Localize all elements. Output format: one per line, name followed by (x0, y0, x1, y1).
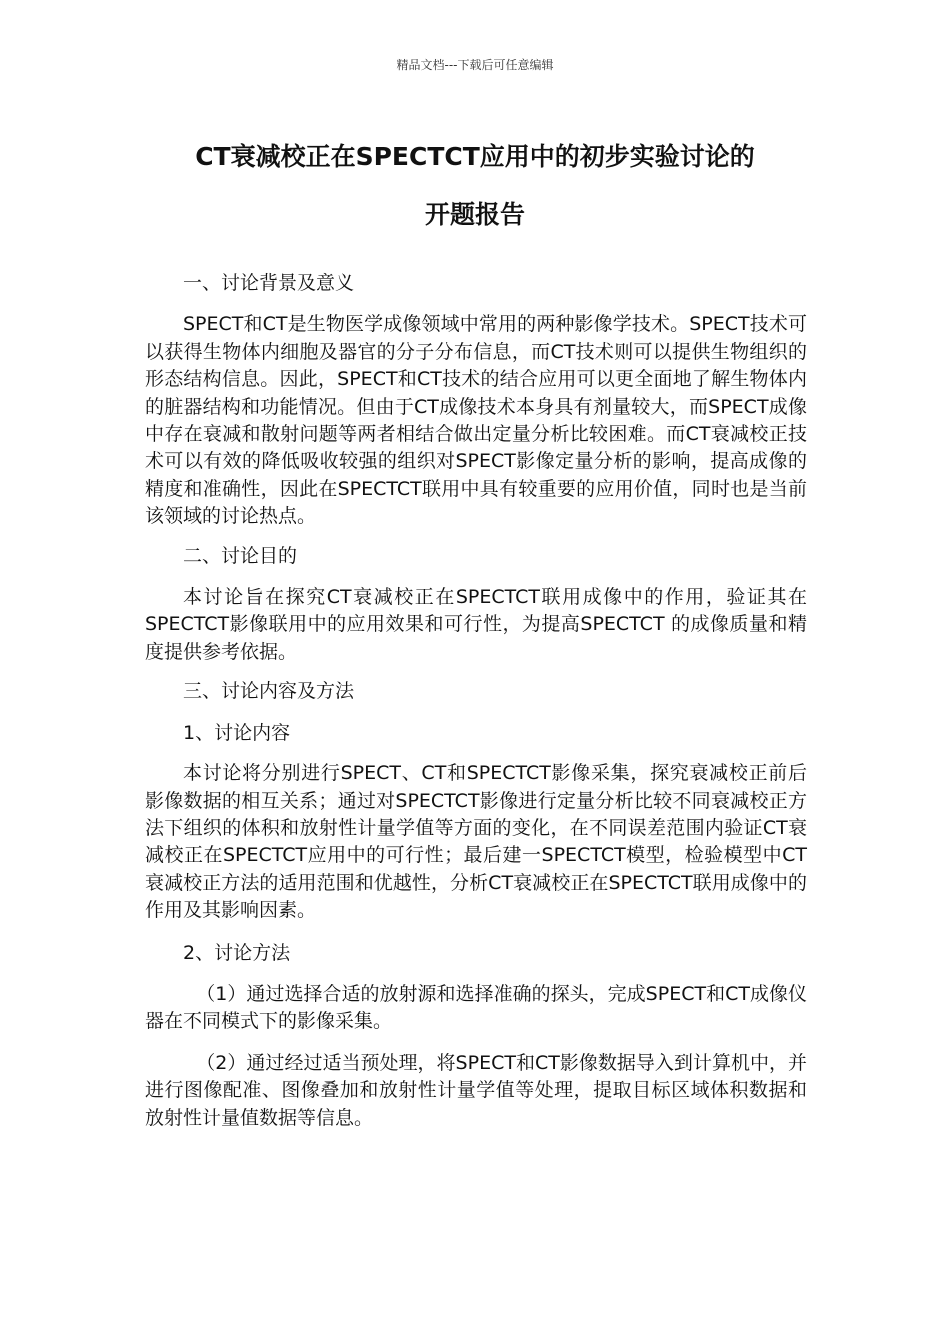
section-heading-content-method: 三、讨论内容及方法 (183, 680, 355, 703)
document-title (120, 128, 830, 244)
paragraph-background: SPECT和CT是生物医学成像领域中常用的两种影像学技术。SPECT技术可以获得生物体内细胞及器官的分子分布信息，而CT技术则可以提供生物组织的形态结构信息。因此，SPECT和CT技术的结合应用可以更全面地了解生物体内的脏器结构和功能情况。但由于CT成像技术本身具有剂量较大，而SPECT成像中存在衰减和散射问题等两者相结合做出定量分析比较困难。而CT衰减校正技术可以有效的降低吸收较强的组织对SPECT影像定量分析的影响，提高成像的精度和准确性，因此在SPECTCT联用中具有较重要的应用价值，同时也是当前该领域的讨论热点。 (145, 313, 807, 528)
paragraph-purpose: 本讨论旨在探究CT衰减校正在SPECTCT联用成像中的作用，验证其在SPECTCT影像联用中的应用效果和可行性，为提高SPECTCT 的成像质量和精度提供参考依据。 (145, 586, 807, 663)
subsection-heading-method: 2、讨论方法 (183, 941, 291, 964)
method-item-2: （2）通过经过适当预处理，将SPECT和CT影像数据导入到计算机中，并进行图像配准、图像叠加和放射性计量学值等处理，提取目标区域体积数据和放射性计量值数据等信息。 (145, 1051, 807, 1129)
title-line-2: 开题报告 (424, 200, 525, 229)
paragraph-content: 本讨论将分别进行SPECT、CT和SPECTCT影像采集，探究衰减校正前后影像数据的相互关系；通过对SPECTCT影像进行定量分析比较不同衰减校正方法下组织的体积和放射性计量学值等方面的变化，在不同误差范围内验证CT衰减校正在SPECTCT应用中的可行性；最后建一SPECTCT模型，检验模型中CT衰减校正方法的适用范围和优越性，分析CT衰减校正在SPECTCT联用成像中的作用及其影响因素。 (145, 762, 807, 922)
title-line-1: CT衰减校正在SPECTCT应用中的初步实验讨论的 (195, 142, 755, 171)
subsection-heading-content: 1、讨论内容 (183, 721, 291, 744)
section-heading-background: 一、讨论背景及意义 (183, 272, 355, 294)
document-body (145, 270, 807, 1132)
section-heading-purpose: 二、讨论目的 (183, 544, 298, 567)
watermark-header: 精品文档---下载后可任意编辑 (396, 58, 554, 72)
method-item-1: （1）通过选择合适的放射源和选择准确的探头，完成SPECT和CT成像仪器在不同模式下的影像采集。 (145, 982, 807, 1033)
